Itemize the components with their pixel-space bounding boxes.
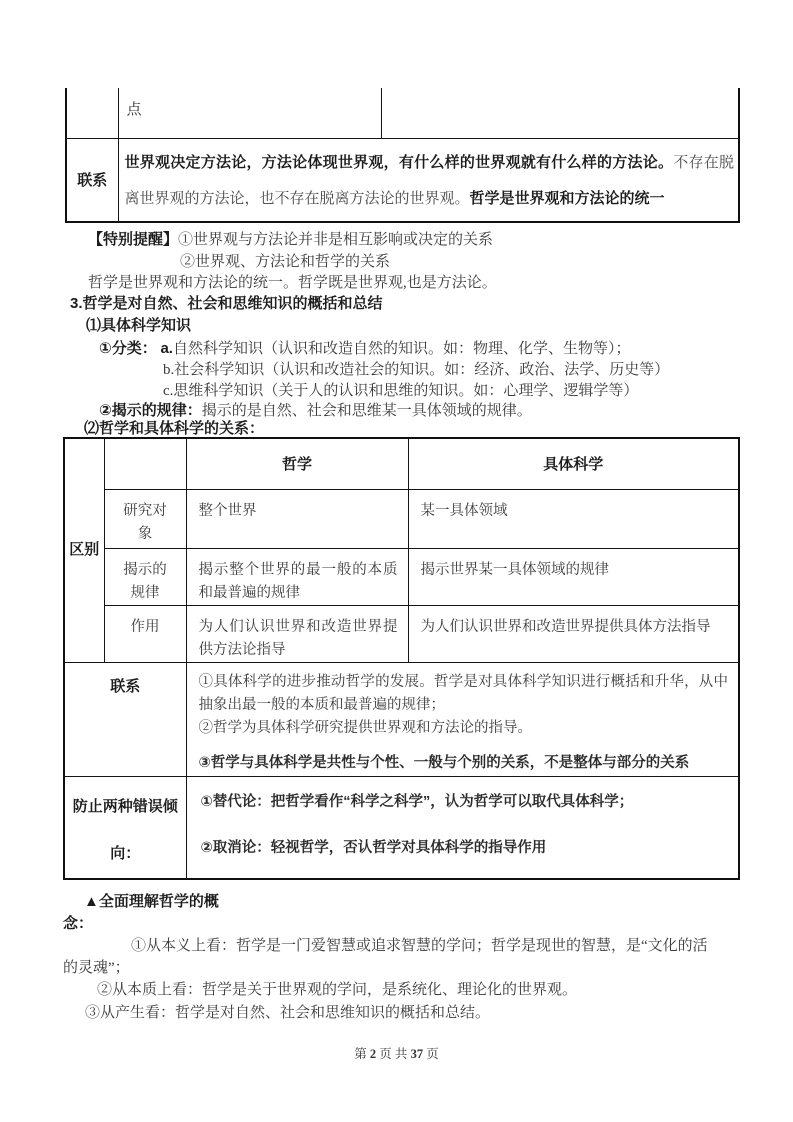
lianxi-bold-text-2: 哲学是世界观和方法论的统一 bbox=[469, 189, 665, 207]
footer-suffix: 页 bbox=[426, 1047, 439, 1061]
footer-page-number: 2 bbox=[369, 1047, 377, 1061]
row-label-revealed-law: 揭示的规律 bbox=[104, 548, 186, 605]
connection-content-cell bbox=[186, 662, 739, 776]
summary-item3: ③从产生看：哲学是对自然、社会和思维知识的概括和总结。 bbox=[85, 1005, 491, 1021]
cell-philosophy-object: 整个世界 bbox=[186, 489, 408, 548]
top-table-empty-cell bbox=[66, 88, 118, 138]
cell-philosophy-function: 为人们认识世界和改造世界提供方法论指导 bbox=[186, 605, 408, 662]
classification-a-text: 自然科学知识（认识和改造自然的知识。如：物理、化学、生物等）； bbox=[172, 341, 631, 357]
summary-title-line1: ▲全面理解哲学的概 bbox=[84, 893, 219, 910]
cell-science-law: 揭示世界某一具体领域的规律 bbox=[408, 548, 739, 605]
special-reminder-line2: ②世界观、方法论和哲学的关系 bbox=[180, 254, 391, 270]
classification-a-prefix: a. bbox=[160, 340, 173, 357]
connection-item-1: ①具体科学的进步推动哲学的发展。哲学是对具体科学知识进行概括和升华，从中抽象出最一般的本质和最普遍的规律； bbox=[198, 673, 728, 713]
special-reminder-line3: 哲学是世界观和方法论的统一。哲学既是世界观,也是方法论。 bbox=[88, 275, 497, 291]
footer-mid: 页 共 bbox=[379, 1047, 408, 1061]
header-science: 具体科学 bbox=[408, 438, 739, 489]
prevent-errors-label-cell: 防止两种错误倾向： bbox=[64, 776, 186, 879]
lianxi-regular-text: 不存在脱离世界观的方法论，也不存在脱离方法论的世界观。 bbox=[124, 154, 734, 207]
top-table-empty-cell-right bbox=[381, 88, 739, 138]
special-reminder-label: 【特别提醒】 bbox=[88, 232, 179, 248]
footer-total-pages: 37 bbox=[410, 1047, 424, 1061]
summary-item2: ②从本质上看：哲学是关于世界观的学问，是系统化、理论化的世界观。 bbox=[97, 982, 578, 998]
lianxi-row-label: 联系 bbox=[66, 138, 118, 222]
worldview-methodology-table bbox=[65, 88, 740, 223]
cell-philosophy-law: 揭示整个世界的最一般的本质和最普遍的规律 bbox=[186, 548, 408, 605]
special-reminder-line1 bbox=[88, 228, 493, 249]
classification-line-c: c.思维科学知识（关于人的认识和思维的知识。如：心理学、逻辑学等） bbox=[163, 383, 639, 399]
cell-science-function: 为人们认识世界和改造世界提供具体方法指导 bbox=[408, 605, 739, 662]
page-footer bbox=[0, 1044, 793, 1062]
header-empty-cell bbox=[104, 438, 186, 489]
section3-heading: 3.哲学是对自然、社会和思维知识的概括和总结 bbox=[70, 295, 383, 312]
section3-sub2: ⑵哲学和具体科学的关系： bbox=[84, 420, 265, 437]
lianxi-bold-text-1: 世界观决定方法论，方法论体现世界观，有什么样的世界观就有什么样的方法论。 bbox=[124, 153, 674, 171]
connection-label-cell: 联系 bbox=[64, 662, 186, 776]
header-philosophy: 哲学 bbox=[186, 438, 408, 489]
special-reminder-text1: ①世界观与方法论并非是相互影响或决定的关系 bbox=[178, 232, 494, 248]
connection-item-2: ②哲学为具体科学研究提供世界观和方法论的指导。 bbox=[198, 719, 532, 736]
top-table-dian-cell: 点 bbox=[118, 88, 381, 138]
footer-prefix: 第 bbox=[354, 1047, 367, 1061]
prevent-error-item-1: ①替代论：把哲学看作“科学之科学”，认为哲学可以取代具体科学； bbox=[200, 793, 634, 810]
philosophy-science-comparison-table bbox=[63, 437, 740, 880]
row-label-research-object: 研究对象 bbox=[104, 489, 186, 548]
section3-sub1: ⑴具体科学知识 bbox=[86, 317, 192, 334]
prevent-errors-content-cell bbox=[186, 776, 739, 879]
classification-line-b: b.社会科学知识（认识和改造社会的知识。如：经济、政治、法学、历史等） bbox=[163, 362, 670, 378]
row-label-function: 作用 bbox=[104, 605, 186, 662]
lianxi-row-content bbox=[118, 138, 739, 222]
law-text: 揭示的是自然、社会和思维某一具体领域的规律。 bbox=[201, 403, 532, 419]
classification-label: ①分类： bbox=[99, 340, 157, 357]
summary-item1-line2: 的灵魂”； bbox=[63, 960, 130, 976]
cell-science-object: 某一具体领域 bbox=[408, 489, 739, 548]
classification-line-a bbox=[99, 337, 630, 358]
summary-item1-line1: ①从本义上看：哲学是一门爱智慧或追求智慧的学问；哲学是现世的智慧，是“文化的活 bbox=[131, 938, 708, 954]
summary-title-line2: 念： bbox=[63, 915, 94, 932]
connection-item-3: ③哲学与具体科学是共性与个性、一般与个别的关系，不是整体与部分的关系 bbox=[198, 754, 690, 771]
law-label: ②揭示的规律： bbox=[99, 402, 202, 419]
qubie-label-cell: 区别 bbox=[64, 438, 104, 662]
prevent-error-item-2: ②取消论：轻视哲学，否认哲学对具体科学的指导作用 bbox=[200, 839, 547, 856]
